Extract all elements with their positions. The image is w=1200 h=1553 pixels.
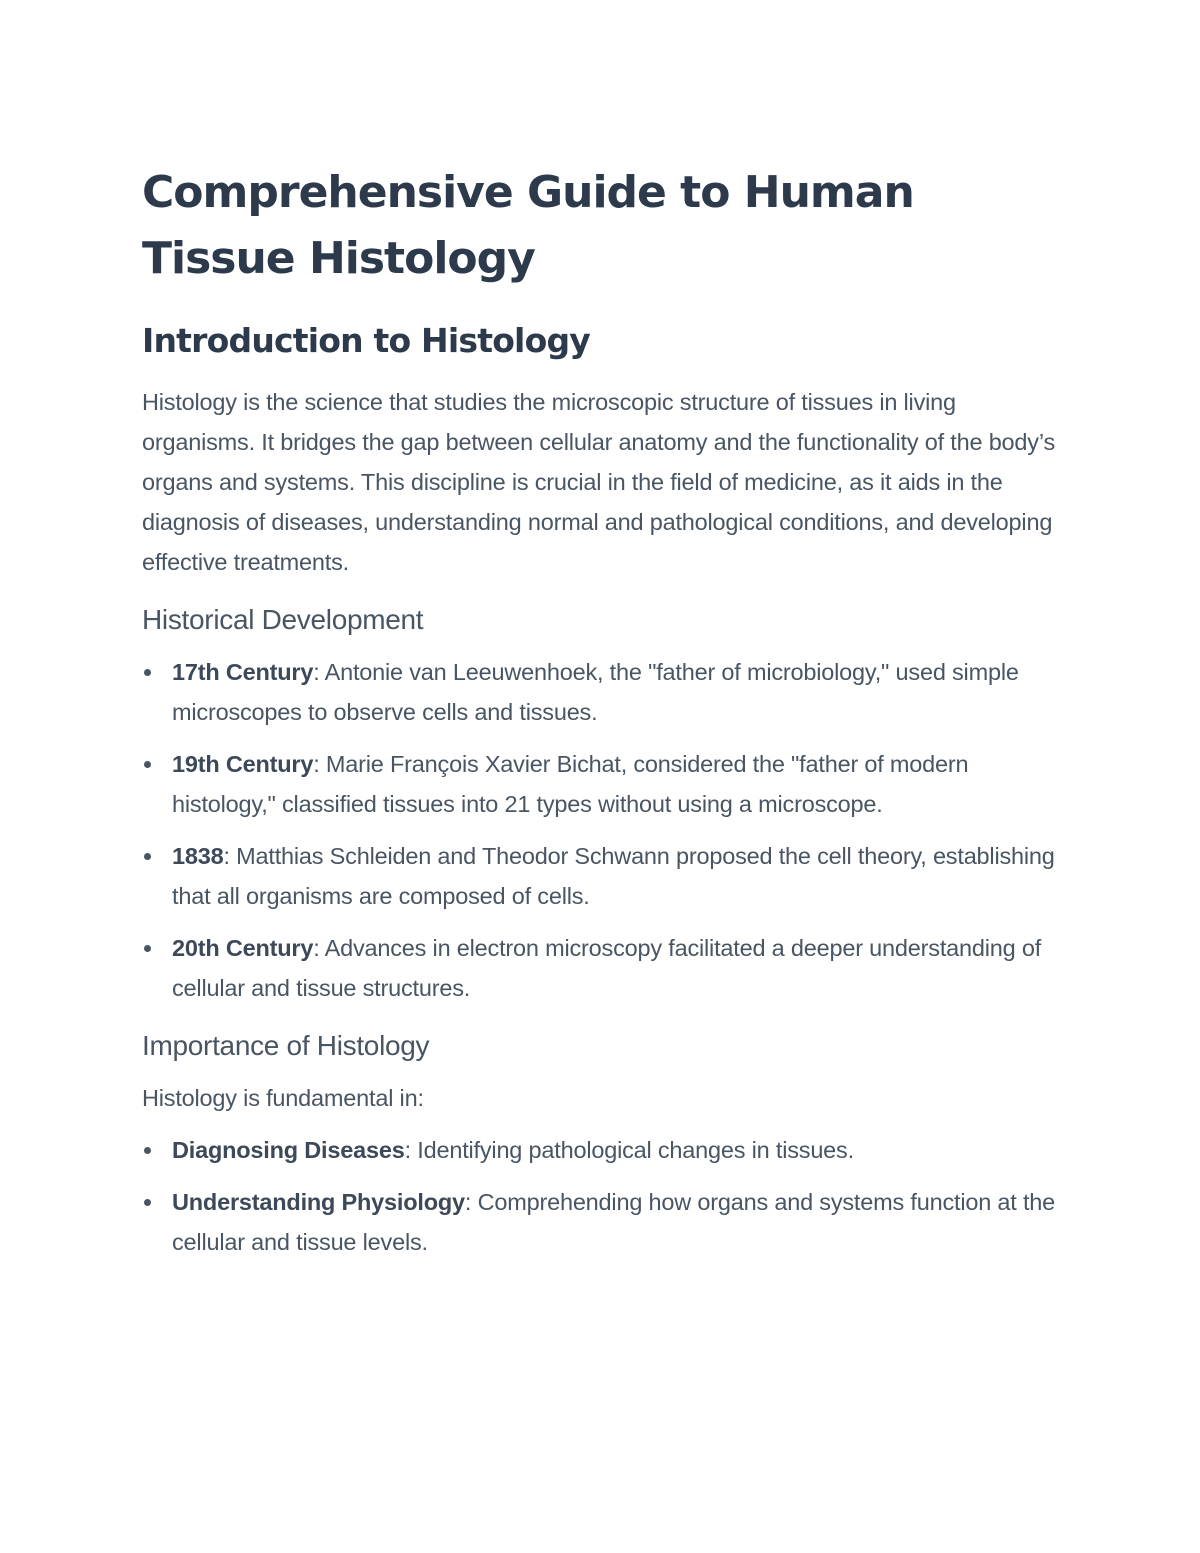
importance-intro: Histology is fundamental in: [142,1085,424,1111]
historical-list [142,652,1062,1008]
list-item [142,1182,1062,1262]
list-item-term: 19th Century [172,751,314,777]
bullet-icon [144,761,151,768]
document-page [142,160,1062,1274]
bullet-icon [144,1199,151,1206]
list-item-text: : Comprehending how organs and systems function at the cellular and tissue levels. [172,1189,1056,1255]
list-item-text: : Advances in electron microscopy facilitated a deeper understanding of cellular and tissue structures. [172,935,1042,1001]
section-heading-introduction: Introduction to Histology [142,321,590,360]
list-item-term: 20th Century [172,935,314,961]
list-item-term: Diagnosing Diseases [172,1137,405,1163]
list-item [142,836,1062,916]
document-title: Comprehensive Guide to Human Tissue Histology [142,167,914,284]
subheading-importance: Importance of Histology [142,1030,430,1061]
list-item-text: : Identifying pathological changes in tissues. [404,1137,854,1163]
list-item-term: 1838 [172,843,224,869]
list-item-text: : Antonie van Leeuwenhoek, the "father of microbiology," used simple microscopes to observe cells and tissues. [172,659,1019,725]
bullet-icon [144,853,151,860]
list-item-term: Understanding Physiology [172,1189,465,1215]
list-item-text: : Matthias Schleiden and Theodor Schwann proposed the cell theory, establishing that all organisms are composed of cells. [172,843,1055,909]
list-item [142,652,1062,732]
list-item [142,1130,1062,1170]
list-item [142,744,1062,824]
subheading-historical-development: Historical Development [142,604,424,635]
list-item-text: : Marie François Xavier Bichat, considered the "father of modern histology," classified tissues into 21 types without using a microscope. [172,751,969,817]
bullet-icon [144,1147,151,1154]
importance-list [142,1130,1062,1262]
bullet-icon [144,669,151,676]
introduction-paragraph: Histology is the science that studies the microscopic structure of tissues in living organisms. It bridges the gap between cellular anatomy and the functionality of the body’s organs and systems. This discipline is crucial in the field of medicine, as it aids in the diagnosis of diseases, understanding normal and pathological conditions, and developing effective treatments. [142,389,1055,575]
list-item [142,928,1062,1008]
list-item-term: 17th Century [172,659,314,685]
bullet-icon [144,945,151,952]
